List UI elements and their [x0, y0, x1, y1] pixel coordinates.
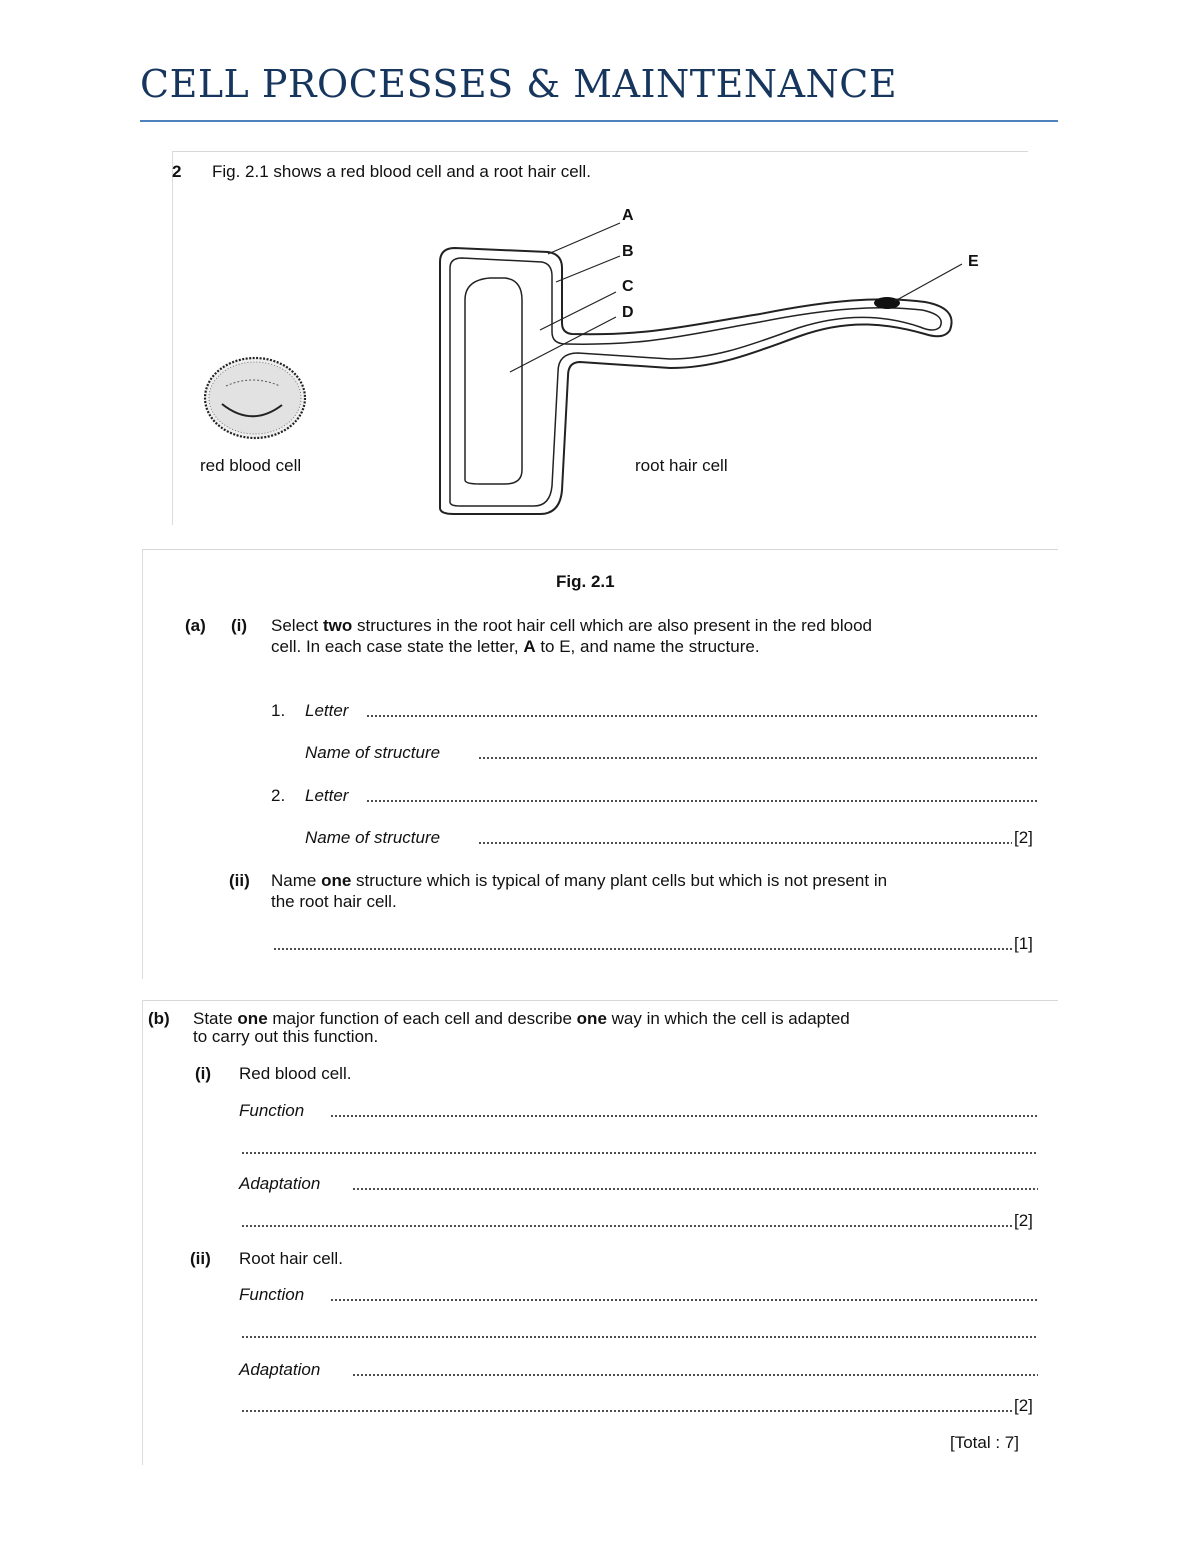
nucleus [874, 297, 900, 309]
part-a-ii-text-2: the root hair cell. [271, 892, 397, 911]
answer-line-b-i-function-1[interactable] [330, 1115, 1038, 1117]
part-a-ii-label: (ii) [229, 871, 250, 890]
answer-line-2-structure[interactable] [478, 842, 1012, 844]
part-a-i-text-1: Select two structures in the root hair cell which are also present in the red blood [271, 616, 872, 635]
question-number: 2 [172, 162, 182, 181]
question-intro: Fig. 2.1 shows a red blood cell and a root hair cell. [212, 162, 591, 181]
part-b-label: (b) [148, 1009, 170, 1028]
label-b: B [622, 243, 634, 260]
label-c: C [622, 278, 634, 295]
item-1-number: 1. [271, 701, 286, 720]
part-b-ii-title: Root hair cell. [239, 1249, 343, 1268]
item-2-number: 2. [271, 786, 286, 805]
b-ii-adaptation-label: Adaptation [239, 1360, 321, 1379]
red-blood-cell-drawing [205, 358, 305, 438]
vacuole [465, 278, 522, 484]
part-a-i-label: (i) [231, 616, 248, 635]
answer-line-b-ii-adaptation-1[interactable] [352, 1374, 1038, 1376]
part-a-label: (a) [185, 616, 206, 635]
part-b-i-title: Red blood cell. [239, 1064, 352, 1083]
part-b-text-2: to carry out this function. [193, 1027, 379, 1046]
answer-line-b-i-adaptation-2[interactable] [241, 1225, 1012, 1227]
answer-line-1-letter[interactable] [366, 715, 1038, 717]
marks-b-ii: [2] [1014, 1396, 1033, 1415]
answer-line-b-ii-adaptation-2[interactable] [241, 1410, 1012, 1412]
item-2-letter-label: Letter [305, 786, 349, 805]
marks-a-ii: [1] [1014, 934, 1033, 953]
marks-b-i: [2] [1014, 1211, 1033, 1230]
part-a-ii-text-1: Name one structure which is typical of many plant cells but which is not present in [271, 871, 888, 890]
part-b-text-1: State one major function of each cell and describe one way in which the cell is adapted [193, 1009, 850, 1028]
answer-line-2-letter[interactable] [366, 800, 1038, 802]
answer-line-b-i-adaptation-1[interactable] [352, 1188, 1038, 1190]
item-2-structure-label: Name of structure [305, 828, 441, 847]
figure-caption: Fig. 2.1 [556, 572, 615, 591]
answer-line-b-ii-function-1[interactable] [330, 1299, 1038, 1301]
label-d: D [622, 304, 634, 321]
rhc-caption: root hair cell [635, 456, 728, 475]
answer-line-b-i-function-2[interactable] [241, 1152, 1038, 1154]
page-title: CELL PROCESSES & MAINTENANCE [140, 62, 898, 106]
answer-line-b-ii-function-2[interactable] [241, 1336, 1038, 1338]
marks-a-i: [2] [1014, 828, 1033, 847]
part-b-ii-label: (ii) [190, 1249, 211, 1268]
item-1-letter-label: Letter [305, 701, 349, 720]
answer-line-a-ii[interactable] [273, 948, 1012, 950]
item-1-structure-label: Name of structure [305, 743, 441, 762]
part-a-i-text-2: cell. In each case state the letter, A to E, and name the structure. [271, 637, 760, 656]
part-b-i-label: (i) [195, 1064, 212, 1083]
total-marks: [Total : 7] [950, 1433, 1019, 1452]
answer-line-1-structure[interactable] [478, 757, 1038, 759]
label-a: A [622, 207, 634, 224]
label-e: E [968, 253, 979, 270]
b-ii-function-label: Function [239, 1285, 305, 1304]
b-i-adaptation-label: Adaptation [239, 1174, 321, 1193]
rbc-caption: red blood cell [200, 456, 302, 475]
b-i-function-label: Function [239, 1101, 305, 1120]
